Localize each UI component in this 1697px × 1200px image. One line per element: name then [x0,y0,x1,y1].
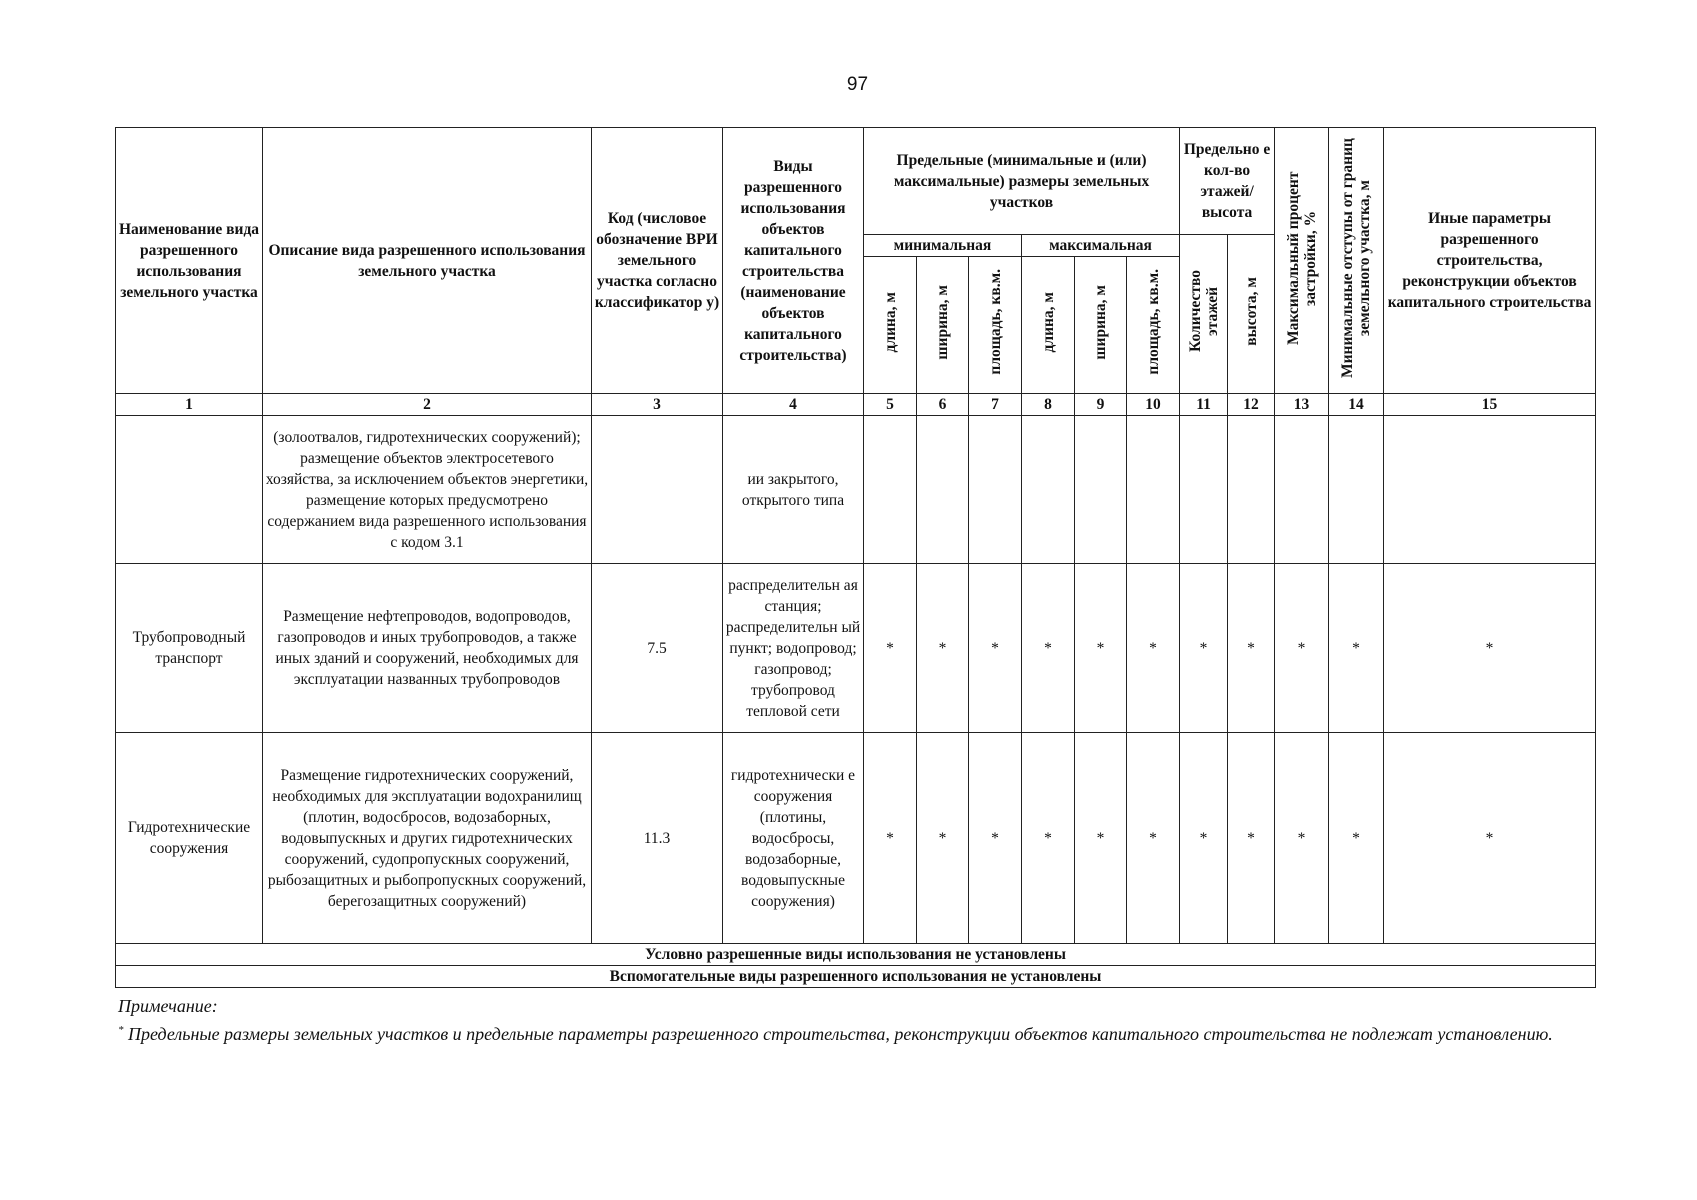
row-param: * [1022,564,1075,733]
row-description: (золоотвалов, гидротехнических сооружений); размещение объектов электросетевого хозяйства, за исключением объектов энергетики, размещение которых предусмотрено содержанием вида разрешенного использования с кодом 3.1 [263,416,592,564]
column-number: 3 [592,394,723,416]
row-param [1384,416,1596,564]
row-param [1075,416,1127,564]
column-number: 1 [116,394,263,416]
land-use-table [115,127,1596,988]
header-max-width: ширина, м [1075,257,1127,394]
row-param: * [1275,564,1329,733]
row-param [917,416,969,564]
row-code: 7.5 [592,564,723,733]
column-number: 11 [1180,394,1228,416]
column-number-row [116,394,1596,416]
row-param: * [1075,733,1127,944]
header-floors-count: Количество этажей [1180,235,1228,394]
row-param: * [1275,733,1329,944]
row-param: * [1127,733,1180,944]
header-max-area: площадь, кв.м. [1127,257,1180,394]
column-number: 7 [969,394,1022,416]
column-number: 14 [1329,394,1384,416]
row-param [1228,416,1275,564]
header-min: минимальная [864,235,1022,257]
note-mark: * [118,1024,124,1036]
row-name [116,416,263,564]
row-description: Размещение гидротехнических сооружений, необходимых для эксплуатации водохранилищ (плотин, водосбросов, водозаборных, водовыпускных и других гидротехнических сооружений, судопропускных сооружений, рыбозащитных и рыбопропускных сооружений, берегозащитных сооружений) [263,733,592,944]
header-max: максимальная [1022,235,1180,257]
header-other-params: Иные параметры разрешенного строительства, реконструкции объектов капитального строительства [1384,128,1596,394]
row-param [1127,416,1180,564]
row-param: * [1022,733,1075,944]
row-code [592,416,723,564]
conditional-uses-row [116,944,1596,966]
row-param: * [1228,564,1275,733]
row-param: * [864,564,917,733]
row-param: * [1384,733,1596,944]
row-name: Гидротехнические сооружения [116,733,263,944]
row-param: * [1384,564,1596,733]
page-number: 97 [846,74,869,95]
column-number: 10 [1127,394,1180,416]
row-param [969,416,1022,564]
row-param [1329,416,1384,564]
table-row [116,564,1596,733]
row-param: * [1180,733,1228,944]
column-number: 8 [1022,394,1075,416]
row-param [1022,416,1075,564]
header-description: Описание вида разрешенного использования земельного участка [263,128,592,394]
conditional-uses-text: Условно разрешенные виды использования не установлены [116,944,1596,966]
row-objects: распределительн ая станция; распределительн ый пункт; водопровод; газопровод; трубопровод тепловой сети [723,564,864,733]
row-param: * [1329,733,1384,944]
column-number: 13 [1275,394,1329,416]
table-row [116,733,1596,944]
auxiliary-uses-text: Вспомогательные виды разрешенного использования не установлены [116,966,1596,988]
header-plot-size-limits: Предельные (минимальные и (или) максимальные) размеры земельных участков [864,128,1180,235]
row-param: * [864,733,917,944]
header-code: Код (числовое обозначение ВРИ земельного участка согласно классификатор у) [592,128,723,394]
column-number: 15 [1384,394,1596,416]
note-text: Предельные размеры земельных участков и предельные параметры разрешенного строительства, реконструкции объектов капитального строительства не подлежат установлению. [123,1024,1553,1044]
row-objects: гидротехнически е сооружения (плотины, водосбросы, водозаборные, водовыпускные сооружения) [723,733,864,944]
row-param: * [1228,733,1275,944]
header-min-width: ширина, м [917,257,969,394]
row-name: Трубопроводный транспорт [116,564,263,733]
note-title: Примечание: [118,996,218,1016]
row-param: * [917,733,969,944]
column-number: 5 [864,394,917,416]
table-row [116,416,1596,564]
row-param: * [1075,564,1127,733]
header-min-length: длина, м [864,257,917,394]
header-setbacks: Минимальные отступы от границ земельного участка, м [1329,128,1384,394]
header-height: высота, м [1228,235,1275,394]
header-land-use-name: Наименование вида разрешенного использования земельного участка [116,128,263,394]
row-param: * [1127,564,1180,733]
row-param [1180,416,1228,564]
header-build-percent: Максимальный процент застройки, % [1275,128,1329,394]
row-param: * [917,564,969,733]
header-floors-height: Предельно е кол-во этажей/ высота [1180,128,1275,235]
row-param: * [969,564,1022,733]
column-number: 6 [917,394,969,416]
note-body [118,1018,1598,1046]
row-param [864,416,917,564]
auxiliary-uses-row [116,966,1596,988]
footnote [118,994,1598,1046]
column-number: 4 [723,394,864,416]
column-number: 12 [1228,394,1275,416]
row-param: * [969,733,1022,944]
row-objects: ии закрытого, открытого типа [723,416,864,564]
row-param: * [1329,564,1384,733]
row-code: 11.3 [592,733,723,944]
column-number: 9 [1075,394,1127,416]
header-construction-uses: Виды разрешенного использования объектов капитального строительства (наименование объектов капитального строительства) [723,128,864,394]
row-description: Размещение нефтепроводов, водопроводов, газопроводов и иных трубопроводов, а также иных зданий и сооружений, необходимых для эксплуатации названных трубопроводов [263,564,592,733]
row-param: * [1180,564,1228,733]
row-param [1275,416,1329,564]
header-max-length: длина, м [1022,257,1075,394]
column-number: 2 [263,394,592,416]
header-min-area: площадь, кв.м. [969,257,1022,394]
